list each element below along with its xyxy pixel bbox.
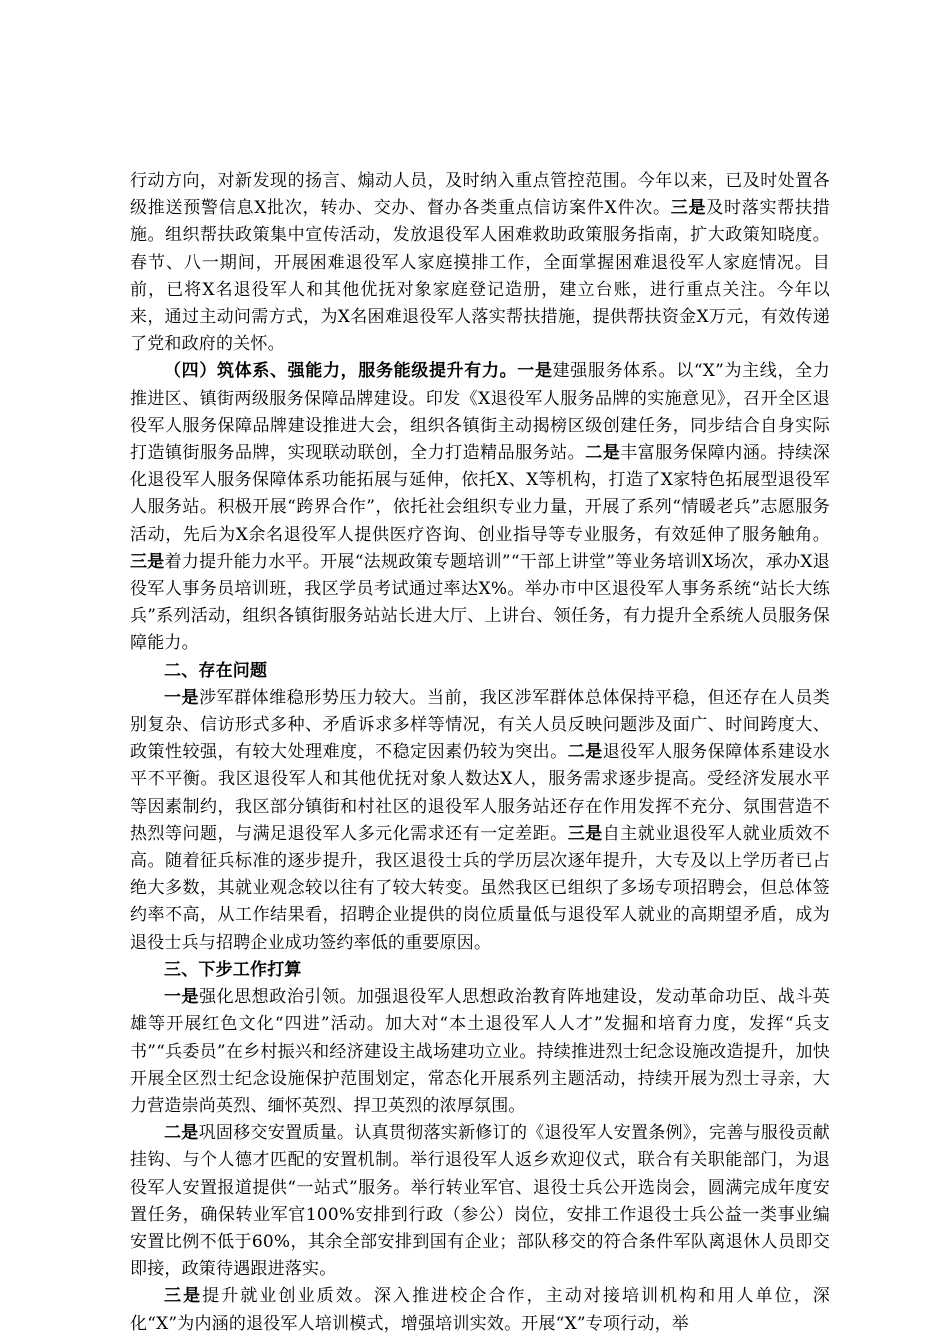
text-run: 提升就业创业质效。深入推进校企合作，主动对接培训机构和用人单位，深化“X”为内涵的退役军人培训模式，增强培训实效。开展“X”专项行动，举 (130, 1286, 830, 1334)
text-run: 巩固移交安置质量。认真贯彻落实新修订的《退役军人安置条例》，完善与服役贡献挂钩、与个人德才匹配的安置机制。举行退役军人返乡欢迎仪式，联合有关职能部门，为退役军人安置报道提供“一站式”服务。举行转业军官、退役士兵公开选岗会，圆满完成年度安置任务，确保转业军官100%安排到行政（参公）岗位，安排工作退役士兵公益一类事业编安置比例不低于60%，其余全部安排到国有企业；部队移交的符合条件军队离退休人员即交即接，政策待遇跟进落实。 (130, 1123, 831, 1280)
bold-run: 三、下步工作打算 (164, 959, 302, 980)
text-run: 及时落实帮扶措施。组织帮扶政策集中宣传活动，发放退役军人困难救助政策服务指南，扩大政策知晓度。春节、八一期间，开展困难退役军人家庭摸排工作，全面掌握困难退役军人家庭情况。目前，已将X名退役军人和其他优抚对象家庭登记造册，建立台账，进行重点关注。今年以来，通过主动问需方式，为X名困难退役军人落实帮扶措施，提供帮扶资金X万元，有效传递了党和政府的关怀。 (130, 198, 831, 355)
text-run: 丰富服务保障内涵。持续深化退役军人服务保障体系功能拓展与延伸，依托X、X等机构，打造了X家特色拓展型退役军人服务站。积极开展“跨界合作”，依托社会组织专业力量，开展了系列“情暖老兵”志愿服务活动，先后为X余名退役军人提供医疗咨询、创业指导等专业服务，有效延伸了服务触角。 (130, 443, 830, 545)
section-heading (130, 957, 830, 984)
text-run: 着力提升能力水平。开展“法规政策专题培训”“干部上讲堂”等业务培训X场次，承办X退役军人事务员培训班，我区学员考试通过率达X%。举办市中区退役军人事务系统“站长大练兵”系列活动，组织各镇街服务站站长进大厅、上讲台、领任务，有力提升全系统人员服务保障能力。 (130, 551, 831, 654)
bold-run: （四）筑体系、强能力，服务能级提升有力。 (164, 361, 518, 382)
text-run: 涉军群体维稳形势压力较大。当前，我区涉军群体总体保持平稳，但还存在人员类别复杂、信访形式多种、矛盾诉求多样等情况，有关人员反映问题涉及面广、时间跨度大、政策性较强，有较大处理难度，不稳定因素仍较为突出。 (130, 687, 830, 763)
body-paragraph (130, 168, 830, 358)
text-run: 建强服务体系。以“X”为主线，全力推进区、镇街两级服务保障品牌建设。印发《X退役军人服务品牌的实施意见》，召开全区退役军人服务保障品牌建设推进大会，组织各镇街主动揭榜区级创建任务，同步结合自身实际打造镇街服务品牌，实现联动联创，全力打造精品服务站。 (130, 361, 830, 464)
document-page (130, 168, 830, 1338)
bold-run: 一是 (164, 987, 200, 1008)
bold-run: 二是 (585, 443, 621, 464)
text-run: 退役军人服务保障体系建设水平不平衡。我区退役军人和其他优抚对象人数达X人，服务需求逐步提高。受经济发展水平等因素制约，我区部分镇街和村社区的退役军人服务站还存在作用发挥不充分、氛围营造不热烈等问题，与满足退役军人多元化需求还有一定差距。 (130, 742, 830, 844)
bold-run: 二、存在问题 (164, 660, 268, 681)
body-paragraph (130, 685, 830, 957)
bold-run: 一是 (164, 687, 200, 708)
text-run: 行动方向，对新发现的扬言、煽动人员，及时纳入重点管控范围。今年以来，已及时处置各级推送预警信息X批次，转办、交办、督办各类重点信访案件X件次。 (130, 171, 830, 219)
text-run: 强化思想政治引领。加强退役军人思想政治教育阵地建设，发动革命功臣、战斗英雄等开展红色文化“四进”活动。加大对“本土退役军人人才”发掘和培育力度，发挥“兵支书”“兵委员”在乡村振兴和经济建设主战场建功立业。持续推进烈士纪念设施改造提升，加快开展全区烈士纪念设施保护范围划定，常态化开展系列主题活动，持续开展为烈士寻亲，大力营造崇尚英烈、缅怀英烈、捍卫英烈的浓厚氛围。 (130, 987, 830, 1116)
section-heading (130, 658, 830, 685)
bold-run: 三是 (670, 198, 707, 219)
text-run: 自主就业退役军人就业质效不高。随着征兵标准的逐步提升，我区退役士兵的学历层次逐年提升，大专及以上学历者已占绝大多数，其就业观念较以往有了较大转变。虽然我区已组织了多场专项招聘会，但总体签约率不高，从工作结果看，招聘企业提供的岗位质量低与退役军人就业的高期望矛盾，成为退役士兵与招聘企业成功签约率低的重要原因。 (130, 823, 830, 953)
bold-run: 二是 (567, 742, 603, 763)
body-paragraph (130, 1120, 830, 1283)
body-paragraph (130, 984, 830, 1120)
bold-run: 一是 (517, 361, 553, 382)
bold-run: 三是 (130, 551, 165, 572)
body-paragraph (130, 1283, 830, 1337)
body-paragraph (130, 358, 830, 657)
bold-run: 二是 (164, 1123, 199, 1144)
bold-run: 三是 (164, 1286, 203, 1307)
bold-run: 三是 (567, 823, 603, 844)
